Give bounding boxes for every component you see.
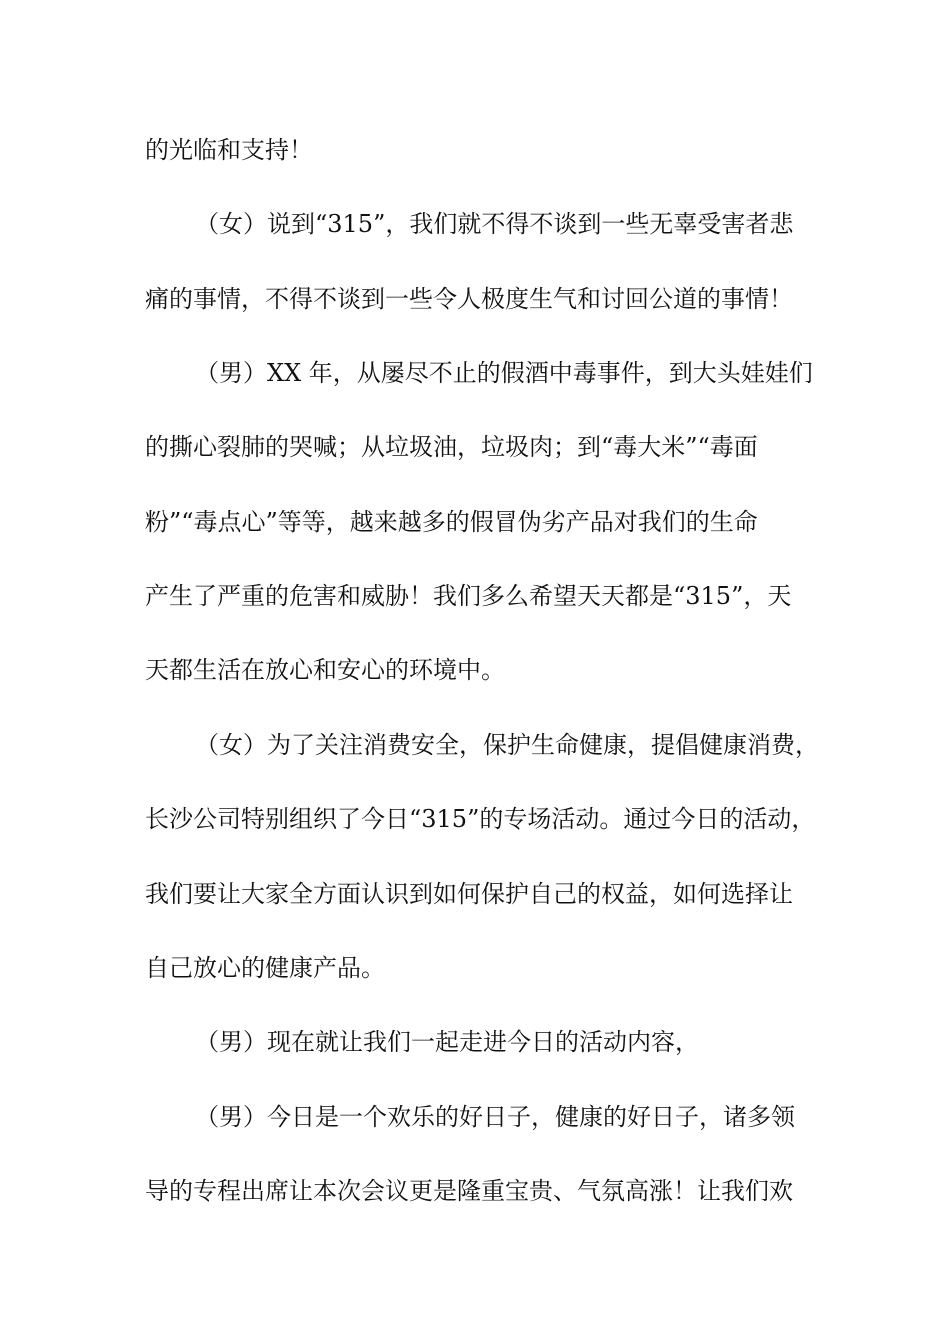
text-line-8: 天都生活在放心和安心的环境中。 xyxy=(145,656,505,685)
text-line-9: （女）为了关注消费安全，保护生命健康，提倡健康消费， xyxy=(195,730,819,759)
text-line-12: 自己放心的健康产品。 xyxy=(145,953,385,982)
text-line-11: 我们要让大家全方面认识到如何保护自己的权益，如何选择让 xyxy=(145,879,793,908)
text-line-4: （男）XX 年，从屡尽不止的假酒中毒事件，到大头娃娃们 xyxy=(195,359,813,388)
text-line-7: 产生了严重的危害和威胁！我们多么希望天天都是“315”，天 xyxy=(145,582,792,611)
text-line-13: （男）现在就让我们一起走进今日的活动内容， xyxy=(195,1028,699,1057)
text-line-1: 的光临和支持！ xyxy=(145,136,313,164)
text-line-6: 粉”“毒点心”等等，越来越多的假冒伪劣产品对我们的生命 xyxy=(145,507,758,536)
text-line-14: （男）今日是一个欢乐的好日子，健康的好日子，诸多领 xyxy=(195,1102,795,1131)
text-line-15: 导的专程出席让本次会议更是隆重宝贵、气氛高涨！让我们欢 xyxy=(145,1176,793,1205)
text-line-10: 长沙公司特别组织了今日“315”的专场活动。通过今日的活动， xyxy=(145,805,816,834)
text-line-3: 痛的事情，不得不谈到一些令人极度生气和讨回公道的事情！ xyxy=(145,284,793,313)
text-line-5: 的撕心裂肺的哭喊；从垃圾油，垃圾肉；到“毒大米”“毒面 xyxy=(145,433,758,462)
text-line-2: （女）说到“315”，我们就不得不谈到一些无辜受害者悲 xyxy=(195,210,794,239)
